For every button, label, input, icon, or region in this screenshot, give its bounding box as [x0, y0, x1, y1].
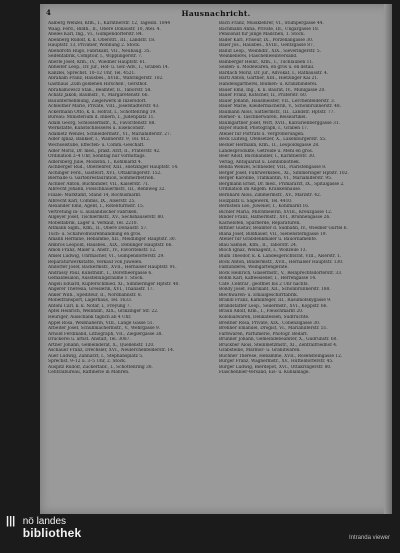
running-head: Hausnachricht.	[181, 9, 251, 18]
directory-entry: Brandstätter Leop., Seilermstr., XVI., Koppstr. 66.	[219, 303, 328, 309]
directory-entry: Bader Karl, Friseur, IX., Porzellangasse 30.	[219, 37, 314, 43]
logo-text	[23, 516, 82, 540]
directory-entry: Böck Heinrich, Glasermstr., V., Reinprechtsdorferstr. 33.	[219, 270, 343, 276]
directory-entry: Möbeltransport, Lagerhaus, Tel. 1633.	[48, 298, 133, 304]
directory-entry: Brandl Franz, Kaminfeger, III., Rasumofskygasse 9.	[219, 298, 332, 304]
directory-entry: Bondy Josef, Fabrikant, XII., Schönbrunnerstr. 188.	[219, 287, 331, 293]
directory-entry: Druckerei u. artist. Anstalt, Tel. 3087.	[48, 337, 131, 343]
directory-entry: Filiale: Marktamt, Stand 14, Rochusmarkt.	[48, 192, 142, 198]
directory-entry: Binder Franz, Hafnermstr., XVI., Brunnengasse 26.	[219, 215, 331, 221]
directory-entry: Apfel Heinrich, Weinhdlr., XIX., Grinzinger Str. 22.	[48, 309, 159, 315]
text-columns	[48, 21, 380, 508]
directory-entry: Blau Samuel, Kfm., II., Taborstr. 24.	[219, 242, 298, 248]
directory-entry: Adlersberg Julie, Modistin, I., Kohlmarkt 4.	[48, 159, 143, 165]
logo-mark-icon: |||	[6, 515, 16, 527]
directory-entry: Auer Ludwig, Zahnarzt, I., Stephansplatz 5.	[48, 353, 144, 359]
directory-entry: Arnold Ferdinand, Lithograph, VII., Zieglergasse 38.	[48, 331, 163, 337]
directory-entry: Weinkellerei, Flaschenweinversand.	[219, 54, 298, 60]
directory-entry: Gasthaus ‚Zum goldenen Hirschen‘, Gersthof.	[48, 82, 148, 88]
directory-entry: Aschauer Franz, Drechsler, XVI., Neulerchenfelderstr. 14.	[48, 348, 175, 354]
directory-entry: Ackermann Otto, k. k. Hofrat, I., Schottenring 19.	[48, 109, 157, 115]
directory-entry: Holzplatz u. Sägewerk, Tel. 4410.	[219, 198, 293, 204]
directory-entry: Becker Hermann, Kfm., II., Leopoldsgasse 28.	[219, 143, 320, 149]
directory-entry: Bierhalle u. Gartenrestauration, Sommerbetrieb.	[48, 176, 155, 182]
directory-entry: Blaha Josef, Bildhauer, VII., Siebensterngasse 19.	[219, 231, 327, 237]
directory-entry: Beer Adolf, Buchhändler, I., Kärntnerstr. 30.	[219, 154, 316, 160]
directory-entry: Abeles Karl, Ing., VI., Gumpendorferstr. 84.	[48, 32, 144, 38]
directory-entry: Café ‚Central‘, geöffnet bis 2 Uhr nachts.	[219, 281, 309, 287]
directory-entry: Adler Moriz, Dr. med., prakt. Arzt, II., Praterstr. 42.	[48, 148, 161, 154]
directory-entry: Bauer Emil, Ing., k. k. Baurat, IV., Mühlgasse 20.	[219, 87, 326, 93]
directory-entry: Baumgartner Josef, Wirt, XVII., Kalvarienberggasse 31.	[219, 120, 340, 126]
directory-entry: Böhm Karl, Kaffeesieder, I., Herrengasse 14.	[219, 276, 317, 282]
directory-entry: Bock Anton, Bindermstr., XVII., Hernalser Hauptstr. 130.	[219, 259, 344, 265]
directory-entry: Adametz Wenzel, Schneidermstr., VI., Mariahilferstr. 27.	[48, 131, 172, 137]
directory-entry: Altmann Sigm., Kfm., II., Obere Donaustr. 57.	[48, 226, 148, 232]
directory-entry: Bernhard Alois, Zimmermstr., XV., Märzstr. 42.	[219, 192, 322, 198]
directory-entry: Auspitz Rudolf, Zuckerfabr., I., Schottenring 30.	[48, 364, 153, 370]
directory-entry: Ordination 2–4 Uhr, Sonntag nur vormittags.	[48, 154, 146, 160]
column-left	[48, 21, 209, 508]
directory-entry: Gemäldesalon, Ausstellungsräume 1. Stock.	[48, 276, 144, 282]
directory-entry: Aichner Anton, Buchbinder, VII., Kaiserstr. 71.	[48, 181, 150, 187]
directory-entry: Berger Josef, Fuhrwerksbes., XI., Simmeringer Hptstr. 102.	[219, 170, 349, 176]
page-number: 4	[46, 8, 51, 17]
directory-entry: Farbwaren, Parfümerie, Photogr. Bedarf.	[219, 331, 308, 337]
directory-entry: Atelier für Grabdenkmäler u. Bauornamente.	[219, 237, 318, 243]
directory-entry: Braun Adolf, Kfm., I., Fleischmarkt 20.	[219, 309, 304, 315]
directory-entry: Albrecht Johann, Fleischhauermstr., III., Rennweg 32.	[48, 187, 166, 193]
scanned-page	[40, 4, 392, 514]
directory-entry: Ambros Leopold, Hausbes., XIX., Döblinger Hauptstr. 66.	[48, 242, 173, 248]
directory-entry: Reparaturwerkstätte, Verkauf von Juwelen.	[48, 259, 143, 265]
directory-entry: Heuriger, Ausschank täglich ab 4 Uhr.	[48, 314, 132, 320]
directory-entry: Amann Hermine, Hebamme, XII., Meidlinger Hauptstr. 30.	[48, 237, 176, 243]
directory-entry: Benda Wenzel, Schneider, VIII., Piaristengasse 8.	[219, 165, 327, 171]
directory-entry: Aichberger Rud., Oberlehrer, XIII., Hietzinger Hauptstr. 14.	[48, 165, 179, 171]
directory-entry: Breitner Rosa, Private, XIX., Cobenzlgasse 30.	[219, 320, 321, 326]
directory-entry: Burger Ludwig, Bierdepot, XVI., Ottakringerstr. 80.	[219, 364, 332, 370]
directory-entry: Appel Rosa, Weißnäherin, VIII., Lange Gasse 51.	[48, 320, 154, 326]
directory-entry: Pensionat für junge Mädchen, 1. Stock.	[219, 32, 305, 38]
directory-entry: Anker Wilh., Spediteur, II., Nordbahnstr. 8.	[48, 292, 142, 298]
directory-entry: Alexander Emil, Agent, I., Rotenturmstr. 15.	[48, 204, 145, 210]
directory-entry: Verlag, Antiquariat u. Leihbibliothek.	[219, 159, 301, 165]
directory-entry: Hauptstr. 13, Privatier, Wohnung 2. Stock.	[48, 43, 141, 49]
viewer-label: Intranda viewer	[348, 535, 390, 541]
directory-entry: Andorfer Josef, Bäckermstr., XVII., Hernalser Hauptstr. 91.	[48, 265, 177, 271]
directory-entry: Waag. Ferd., Bildh., II., Obere Donaustr. 10, Atel. 4.	[48, 26, 161, 32]
directory-entry: Amon Franz, Maler u. Anstr., IV., Favoritenstr. 12.	[48, 248, 157, 254]
directory-entry: Abheiter Leop., Dr. jur., Hof- u. Ger.-Adv., I., Graben 14.	[48, 65, 170, 71]
directory-entry: Blum Theodor, k. k. Landesgerichtsrat, VIII., Alserstr. 1.	[219, 253, 342, 259]
directory-entry: Sprechst. 9–12 u. 3–5 Uhr, 2. Stock.	[48, 359, 127, 365]
directory-entry: Abrahamowicz Stan., Beamter, II., Taborstr. 58.	[48, 87, 152, 93]
directory-entry: Aichinger Ferd., Gastwirt, XVI., Ottakringerstr. 152.	[48, 170, 162, 176]
directory-entry: Möbelfabrik, Lager u. Verkauf, Tel. 2210.	[48, 220, 138, 226]
directory-entry: Wechselstube, Effecten- u. Comm.-Geschäft.	[48, 143, 145, 149]
directory-entry: Achleitner Marie, Private, VIII., Josefstädterstr. 43.	[48, 104, 160, 110]
directory-entry: Bauer Johann, Hausmeister, VII., Lerchenfelderstr. 3.	[219, 98, 336, 104]
directory-entry: Kachelöfen, Sparherde, Reparaturen.	[219, 220, 301, 226]
directory-entry: Bureau: Ministerium d. Innern, I., Judenplatz 11.	[48, 115, 155, 121]
directory-entry: Bach Franz, Musiklehrer, VI., Stumpergasse 44.	[219, 21, 324, 26]
directory-entry: Abendroth Hugo, Fabrikant, VII., Neubaug. 35.	[48, 48, 151, 54]
directory-entry: Ordination im Allgem. Krankenhause.	[219, 187, 302, 193]
directory-entry: Bittner Gustav, Beamter d. Südbahn, IV., Wiedner Gürtel 6.	[219, 226, 348, 232]
directory-entry: Bamberger Heinr., Kfm., I., Tuchlauben 11.	[219, 59, 314, 65]
directory-entry: Bauunternehmung, Ziegelwerk in Inzersdorf.	[48, 98, 147, 104]
directory-entry: Faßbinderei, Weingartengeräte.	[219, 265, 289, 271]
directory-entry: Grabsteine, Marmor- u. Granitwaren.	[219, 348, 301, 354]
directory-entry: Landesprodukte, Getreide u. Mehl en gros.	[219, 148, 314, 154]
directory-entry: Andrassy Paul, Kunsthdlr., I., Dorotheergasse 6.	[48, 270, 153, 276]
directory-entry: Baier Jos., Hausbes., XVIII., Gentzgasse 87.	[219, 43, 315, 49]
directory-entry: Aberle Josef, Kfm., IV., Wiedner Hauptstr. 61.	[48, 59, 147, 65]
logo-line1: nö landes	[22, 516, 67, 527]
directory-entry: Achatz Jakob, Baumstr., V., Margaretenstr. 66.	[48, 93, 149, 99]
directory-entry: Bloch Ignaz, Weinagent, I., Wollzeile 13.	[219, 248, 307, 254]
library-logo[interactable]	[6, 516, 81, 540]
directory-entry: Angerer Theresia, Greislerin, XVI., Thaliastr. 17.	[48, 287, 154, 293]
directory-entry: Handelsgärtnerei, Blumen- u. Kranzbinderei.	[219, 82, 318, 88]
directory-entry: Arbeiter Josef, Schuhmachermstr., V., Wehrgasse 9.	[48, 326, 161, 332]
directory-entry: Bardach Moriz, Dr. jur., Advokat, I., Rathausstr. 4.	[219, 70, 329, 76]
directory-entry: Blechwaren- u. Emailgeschirrfabrik.	[219, 292, 299, 298]
directory-entry: Werkstätte, Kunstschlosserei u. Eisenconstr.	[48, 126, 145, 132]
directory-entry: Bergmann Ernst, Dr. med., Primararzt, IX., Spitalgasse 2.	[219, 181, 345, 187]
directory-entry: Kolonialwaren, Delikatessen, Südfrüchte.	[219, 314, 310, 320]
directory-entry: Centralbureau, Raffinerie in Mähren.	[48, 370, 130, 376]
directory-entry: Balluf Leop., Weinhdlr., XIX., Sieveringerstr. 5.	[219, 48, 321, 54]
directory-entry: Brunner Johann, Gemeindebeamter, X., Gudrunstr. 60.	[219, 337, 338, 343]
directory-entry: Allgeyer Josef, Tischlermstr., XV., Sechshauserstr. 80.	[48, 215, 165, 221]
directory-entry: Amsel Ludwig, Uhrmacher, VI., Gumpendorferstr. 29.	[48, 253, 165, 259]
directory-entry: Kanzlei, Sprechst. 10–12 Uhr, Tel. 4521.	[48, 70, 136, 76]
directory-entry: Bürger Franz, Wagnermstr., XV., Hütteldorferstr. 45.	[219, 359, 334, 365]
directory-entry: Bachmann Anna, Private, III., Ungargasse 18.	[219, 26, 320, 32]
logo-line2: bibliothek	[22, 526, 82, 540]
column-right	[219, 21, 380, 508]
directory-entry: Aalberg Wenzel, Kfm., I., Kärntnerstr. 12, Tagesbl. 1844	[48, 21, 171, 26]
directory-entry: Vertretung in- u. ausländischer Fabriken.	[48, 209, 138, 215]
directory-entry: Bruckner Alois, Steinmetzmstr., XI., Zentralfriedhof 4.	[219, 342, 338, 348]
directory-entry: Bauer Marie, Kleidermacherin, V., Schönbrunnerstr. 48.	[219, 104, 341, 110]
directory-entry: Tuch- u. Schafwollwarenhandlung en gros.	[48, 231, 142, 237]
directory-entry: Buchner Therese, Hebamme, XVII., Rosensteingasse 12.	[219, 353, 343, 359]
directory-entry: Adler Ignaz, Bankier, I., Wallnerstr. 9, Tel. 812.	[48, 137, 151, 143]
page-edge-shadow	[384, 4, 392, 514]
directory-entry: Flaschenbier-Versand, Eis- u. Kühlanlage.	[219, 370, 310, 376]
directory-entry: Bauer Franz, Kutscher, II., Praterstr. 60.	[219, 93, 308, 99]
directory-entry: Baumann Alois, Sattlermstr., III., Landstr. Hptstr. 77.	[219, 109, 335, 115]
directory-entry: Abenberg Rudolf, k. k. Oberstlt., III., Landstr. 18.	[48, 37, 156, 43]
directory-entry: Bernstein Leo, Juwelier, I., Kohlmarkt 16.	[219, 204, 310, 210]
directory-entry: Bichler Maria, Milchmeierin, XVIII., Kreuzgasse 12.	[219, 209, 333, 215]
directory-entry: Angeli Eduard, Kupferschmied, XI., Simmeringer Hptstr. 40.	[48, 281, 180, 287]
directory-entry: Bartl Anton, Gärtner, XIII., Hietzinger Kai 21.	[219, 76, 319, 82]
directory-entry: Abraham Franz, Hausbes., XVIII., Währingerstr. 102.	[48, 76, 164, 82]
directory-entry: Riemer- u. Taschnerwaren, Reiseartikel.	[219, 115, 307, 121]
directory-entry: Brenner Emanuel, Drogist, VI., Mariahilferstr. 51.	[219, 326, 328, 332]
directory-entry: Artner Johann, Gemeinderat, X., Quellenstr. 120.	[48, 342, 155, 348]
directory-entry: Beck Ludwig, Ofensetzer, X., Laxenburgerstr. 55.	[219, 137, 327, 143]
directory-entry: Antoni Carl, k. k. Notar, I., Freyung 7.	[48, 303, 131, 309]
directory-entry: Adam Georg, Schlossermstr., X., Favoritenstr. 88.	[48, 120, 156, 126]
directory-entry: Seifenfabrik, Comptoir, I., Wipplingerstr. 7.	[48, 54, 143, 60]
directory-entry: Albrecht Karl, Commis, IX., Alserstr. 25.	[48, 198, 136, 204]
directory-entry: Bayer Rudolf, Photograph, I., Graben 17.	[219, 126, 309, 132]
directory-entry: Atelier für Porträts u. Vergrößerungen.	[219, 131, 305, 137]
directory-entry: Seiden- u. Modewaren, en gros u. en detail.	[219, 65, 315, 71]
directory-entry: Berger Karoline, Trafikantin, VI., Mariahilferstr. 95.	[219, 176, 333, 182]
